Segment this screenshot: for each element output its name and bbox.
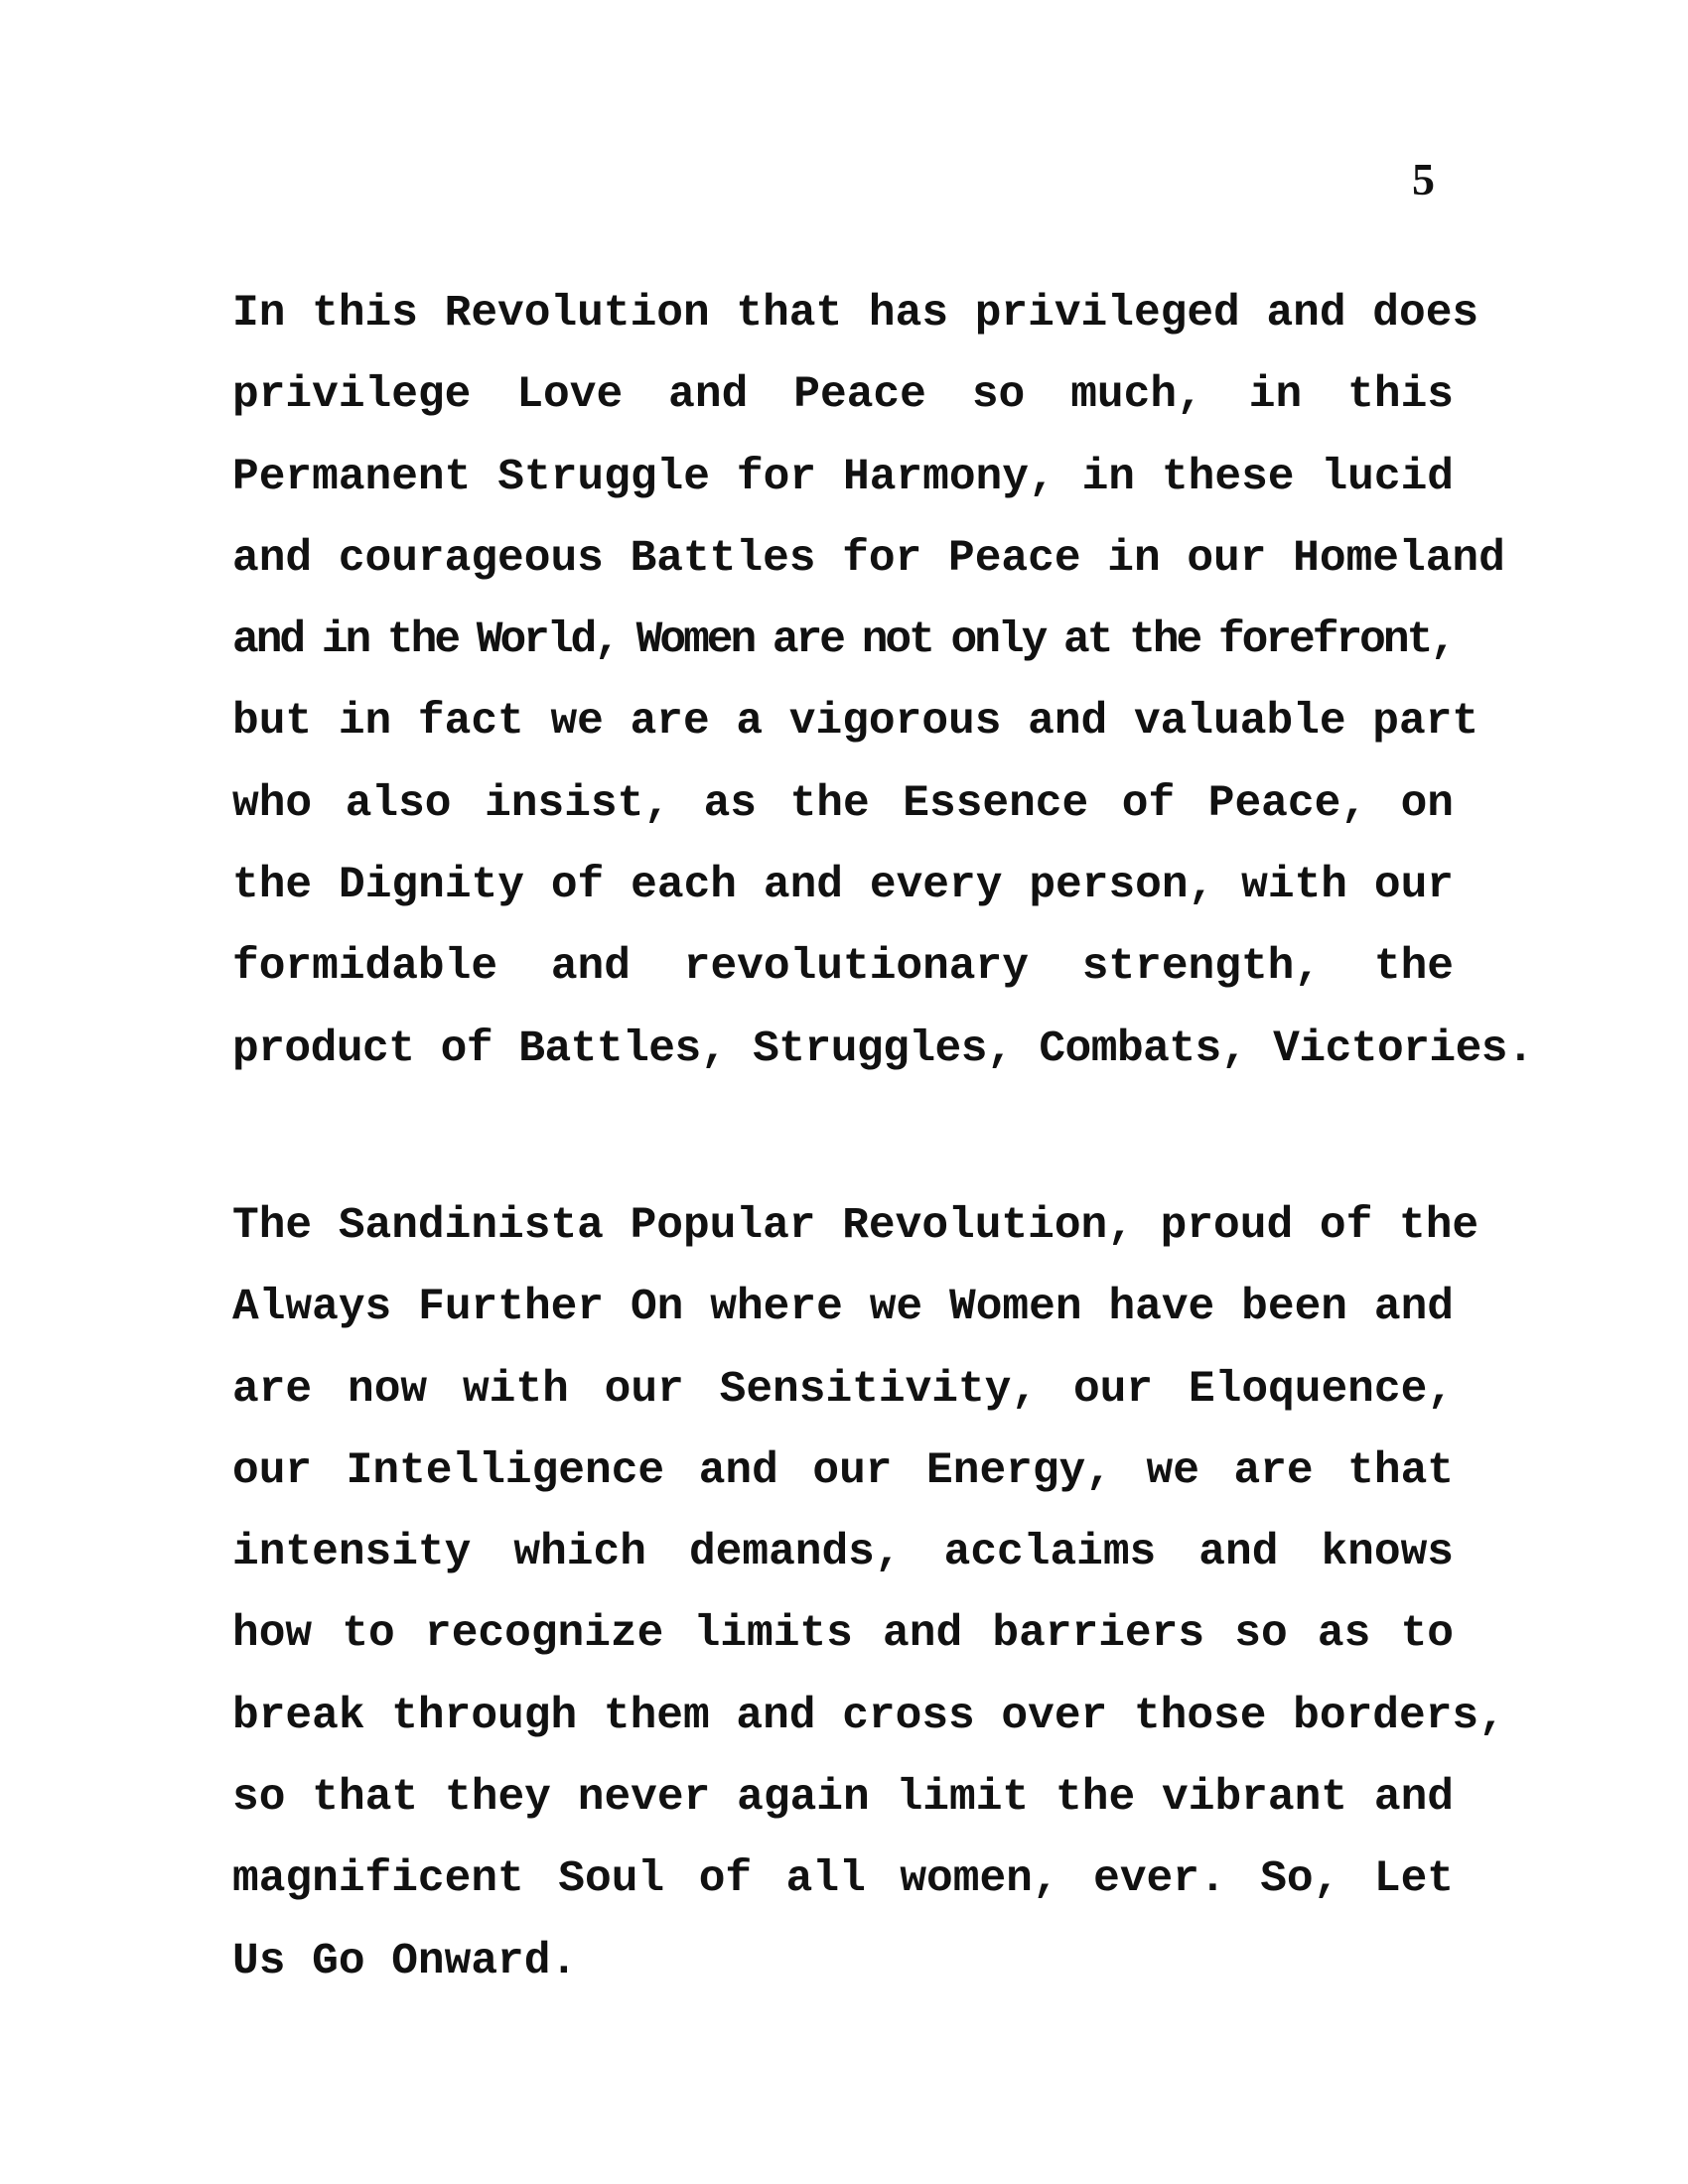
paragraph-line: but in fact we are a vigorous and valuable part [232,697,1479,748]
paragraph-line: In this Revolution that has privileged and does [232,289,1479,339]
paragraph-line: The Sandinista Popular Revolution, proud of the [232,1201,1479,1251]
paragraph-line: Permanent Struggle for Harmony, in these lucid [232,452,1454,502]
paragraph-line: how to recognize limits and barriers so as to [232,1609,1454,1660]
paragraph-line: our Intelligence and our Energy, we are that [232,1445,1454,1496]
paragraph-1 [232,273,1534,1090]
paragraph-line: so that they never again limit the vibrant and [232,1773,1454,1824]
paragraph-line: and courageous Battles for Peace in our Homeland [232,533,1505,584]
paragraph-line: who also insist, as the Essence of Peace, on [232,778,1454,829]
paragraph-2 [232,1185,1505,2002]
paragraph-line: privilege Love and Peace so much, in this [232,370,1454,421]
paragraph-line: Us Go Onward. [232,1936,578,1986]
paragraph-line: formidable and revolutionary strength, the [232,942,1454,993]
paragraph-line: magnificent Soul of all women, ever. So, Let [232,1854,1454,1905]
paragraph-line: and in the World, Women are not only at the forefront, [232,615,1454,666]
page-number: 5 [1412,154,1435,205]
paragraph-line: break through them and cross over those borders, [232,1691,1505,1741]
paragraph-line: intensity which demands, acclaims and knows [232,1528,1454,1578]
paragraph-line: the Dignity of each and every person, with our [232,861,1454,911]
paragraph-line: product of Battles, Struggles, Combats, Victories. [232,1024,1534,1074]
paragraph-line: are now with our Sensitivity, our Eloquence, [232,1364,1454,1415]
paragraph-line: Always Further On where we Women have been and [232,1283,1454,1333]
